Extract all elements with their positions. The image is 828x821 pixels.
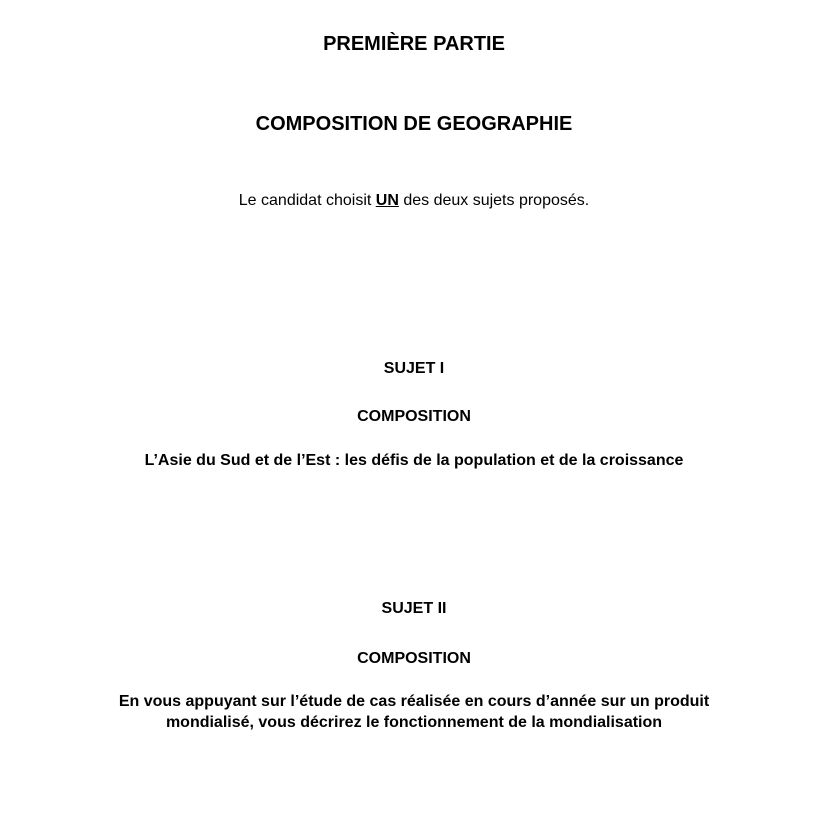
instruction-text	[0, 192, 828, 210]
subject-2-type: COMPOSITION	[357, 650, 471, 667]
subject-1-label: SUJET I	[383, 360, 445, 377]
subject-1-title: L’Asie du Sud et de l’Est : les défis de la population et de la croissance	[144, 452, 684, 469]
composition-title: COMPOSITION DE GEOGRAPHIE	[255, 113, 573, 135]
instruction-emphasis: UN	[375, 192, 399, 209]
part-title: PREMIÈRE PARTIE	[323, 33, 505, 55]
subject-2-title-line-2: mondialisé, vous décrirez le fonctionnement de la mondialisation	[165, 714, 663, 731]
subject-2-label: SUJET II	[381, 600, 447, 617]
instruction-after: des deux sujets proposés.	[398, 192, 590, 209]
subject-2-title-line-1: En vous appuyant sur l’étude de cas réalisée en cours d’année sur un produit	[118, 693, 710, 710]
subject-1-type: COMPOSITION	[357, 408, 471, 425]
subject-2-title	[0, 691, 828, 733]
instruction-before: Le candidat choisit	[238, 192, 376, 209]
